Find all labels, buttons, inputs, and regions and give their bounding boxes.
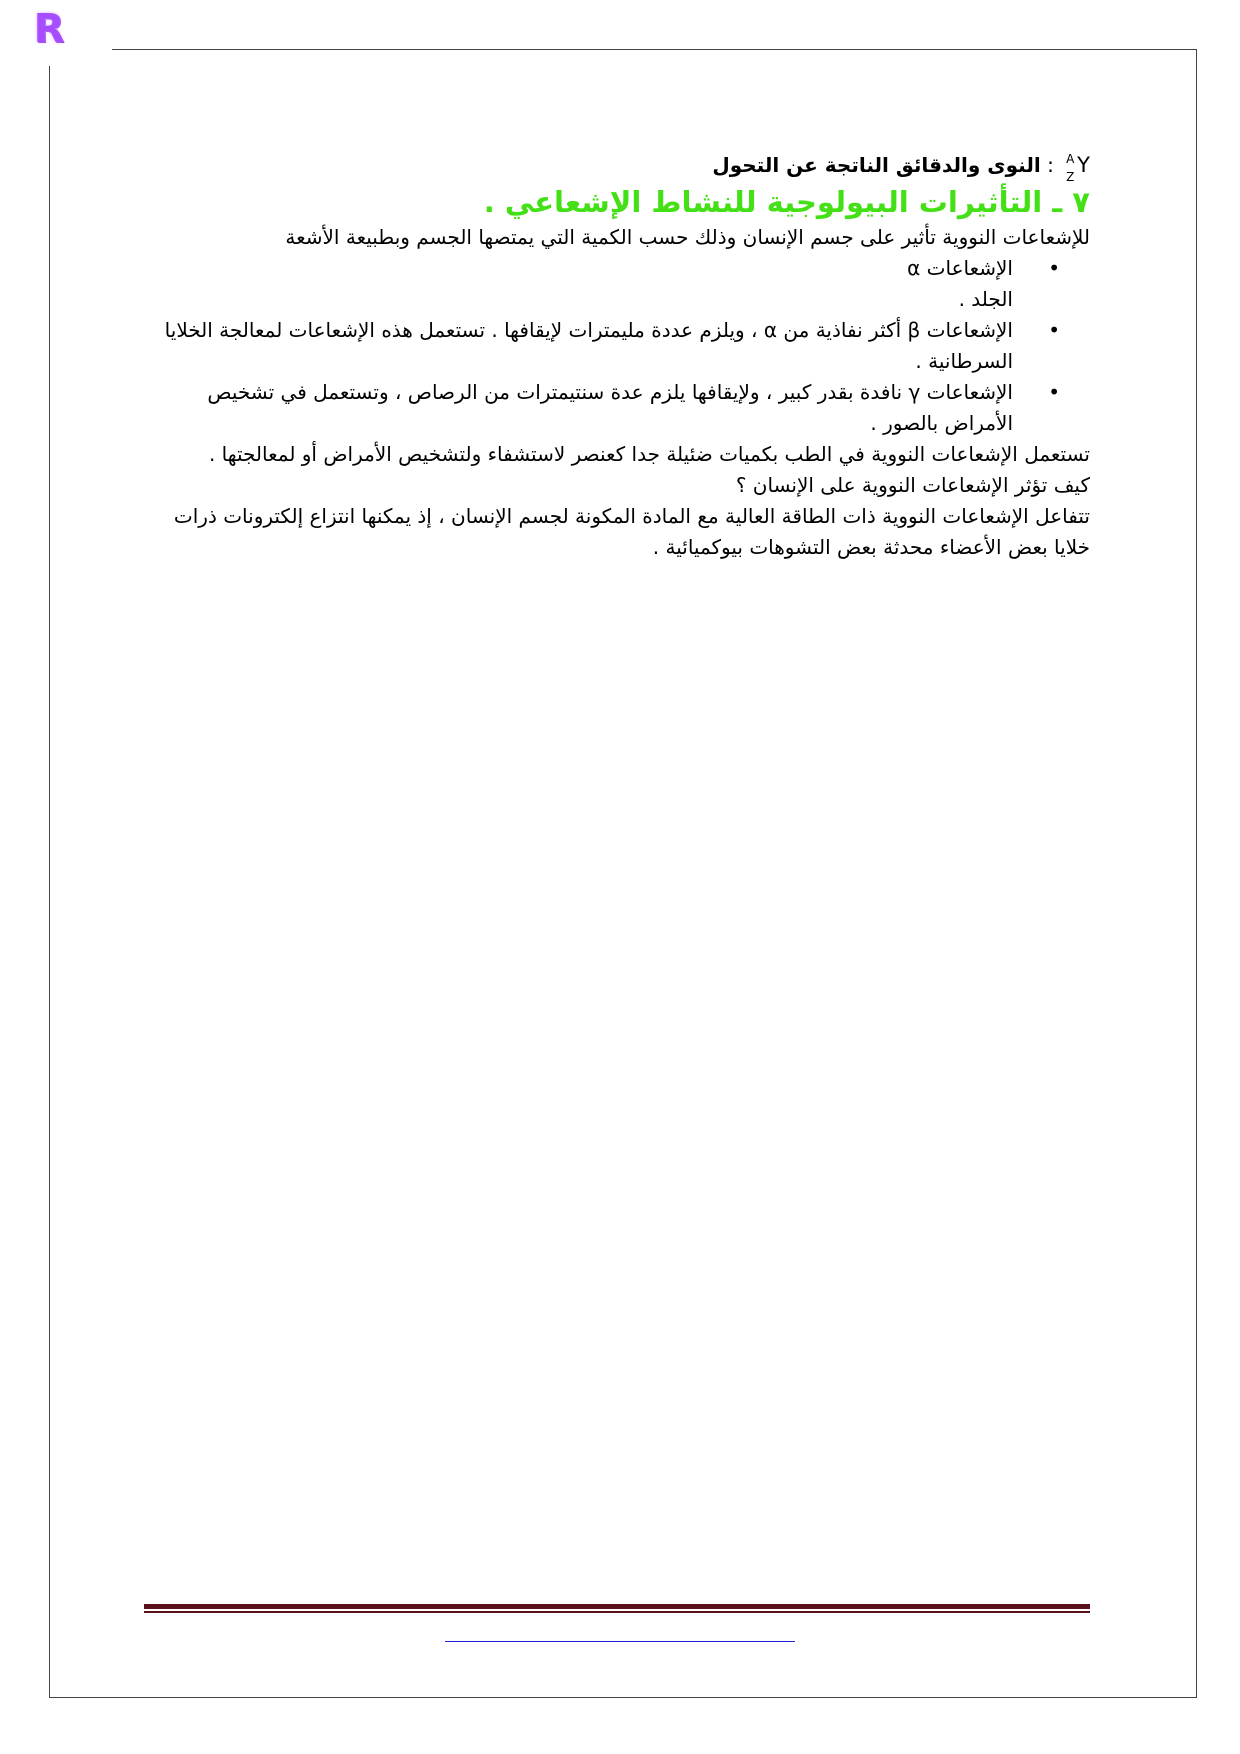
list-item-gamma: • الإشعاعات γ نافدة بقدر كبير ، ولإيقافها يلزم عدة سنتيمترات من الرصاص ، وتستعمل في تشخيص الأمراض بالصور . <box>145 377 1013 439</box>
answer-paragraph: تتفاعل الإشعاعات النووية ذات الطاقة العالية مع المادة المكونة لجسم الإنسان ، إذ يمكنها انتزاع إلكترونات ذرات خلايا بعض الأعضاء محدثة بعض التشوهات بيوكميائية . <box>173 504 1090 559</box>
intro-paragraph: للإشعاعات النووية تأثير على جسم الإنسان وذلك حسب الكمية التي يمتصها الجسم وبطبيعة الأشعة <box>285 225 1090 249</box>
question-line: كيف تؤثر الإشعاعات النووية على الإنسان ؟ <box>735 473 1090 497</box>
nuclide-notation <box>1066 148 1090 182</box>
transformation-products-line <box>145 148 1090 182</box>
footer-rule-thin <box>144 1611 1090 1613</box>
footer-rule-thick <box>144 1604 1090 1609</box>
list-item-alpha: • الإشعاعات α الجلد . <box>145 253 1013 315</box>
atomic-number: Z <box>1066 170 1075 184</box>
page-frame-top <box>112 49 1197 50</box>
logo: R <box>33 6 65 52</box>
mass-number: A <box>1066 152 1075 166</box>
element-symbol: Y <box>1077 153 1090 177</box>
page-frame-right <box>1196 49 1197 1697</box>
document-body <box>145 148 1090 563</box>
section-heading: ٧ ـ التأثيرات البيولوجية للنشاط الإشعاعي . <box>483 185 1090 219</box>
medical-use-paragraph: تستعمل الإشعاعات النووية في الطب بكميات ضئيلة جدا كعنصر لاستشفاء ولتشخيص الأمراض أو لمعالجتها . <box>208 442 1090 466</box>
radiation-types-list <box>145 253 1090 439</box>
page-frame-bottom <box>49 1697 1197 1698</box>
page-frame-left <box>49 66 50 1697</box>
transformation-products-label: النوى والدقائق الناتجة عن التحول <box>712 153 1041 177</box>
list-item-beta: • الإشعاعات β أكثر نفاذية من α ، ويلزم عددة مليمترات لإيقافها . تستعمل هذه الإشعاعات لمعالجة الخلايا السرطانية . <box>145 315 1013 377</box>
footer-link-line <box>445 1641 795 1642</box>
separator: : <box>1047 153 1054 177</box>
